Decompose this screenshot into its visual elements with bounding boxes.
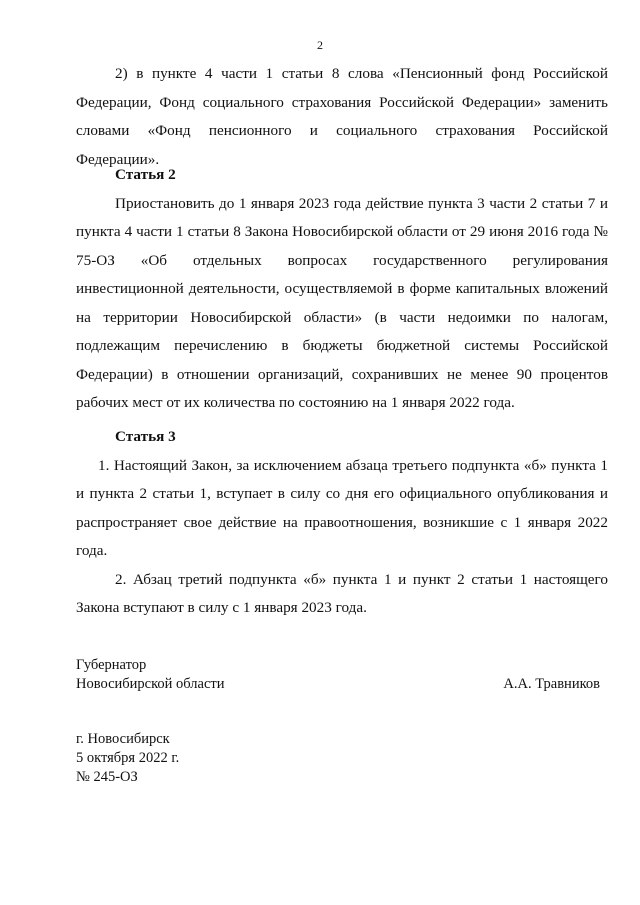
signature-title-line-2: Новосибирской области [76, 676, 225, 692]
article-2-heading: Статья 2 [115, 166, 176, 183]
signature-line [76, 675, 608, 694]
signatory-name: А.А. Травников [503, 676, 600, 692]
article-3-heading: Статья 3 [115, 428, 176, 445]
document-footer [76, 730, 179, 787]
article-3-item-2: 2. Абзац третий подпункта «б» пункта 1 и пункт 2 статьи 1 настоящего Закона вступают в силу с 1 января 2023 года. [76, 570, 608, 616]
footer-city: г. Новосибирск [76, 731, 170, 747]
page-number: 2 [317, 38, 323, 52]
signature-block [76, 656, 608, 694]
footer-date: 5 октября 2022 г. [76, 750, 180, 766]
article-2 [76, 161, 608, 418]
footer-law-number: № 245-ОЗ [76, 769, 138, 785]
article-3 [76, 423, 608, 623]
article-2-text: Приостановить до 1 января 2023 года действие пункта 3 части 2 статьи 7 и пункта 4 части 1 статьи 8 Закона Новосибирской области от 29 июня 2016 года № 75-ОЗ «Об отдельных вопросах государственного регулирования инвестиционной деятельности, осуществляемой в форме капитальных вложений на территории Новосибирской области» (в части недоимки по налогам, подлежащим перечислению в бюджеты бюджетной системы Российской Федерации) в отношении организаций, сохранивших не менее 90 процентов рабочих мест от их количества по состоянию на 1 января 2022 года. [76, 194, 608, 411]
article-1-item-2: 2) в пункте 4 части 1 статьи 8 слова «Пенсионный фонд Российской Федерации, Фонд социального страхования Российской Федерации» заменить словами «Фонд пенсионного и социального страхования Российской Федерации». [76, 65, 608, 168]
article-3-item-1: 1. Настоящий Закон, за исключением абзаца третьего подпункта «б» пункта 1 и пункта 2 статьи 1, вступает в силу со дня его официального опубликования и распространяет свое действие на правоотношения, возникшие с 1 января 2022 года. [76, 456, 608, 559]
article-1-continuation [76, 60, 608, 174]
signature-title-line-1: Губернатор [76, 657, 147, 673]
